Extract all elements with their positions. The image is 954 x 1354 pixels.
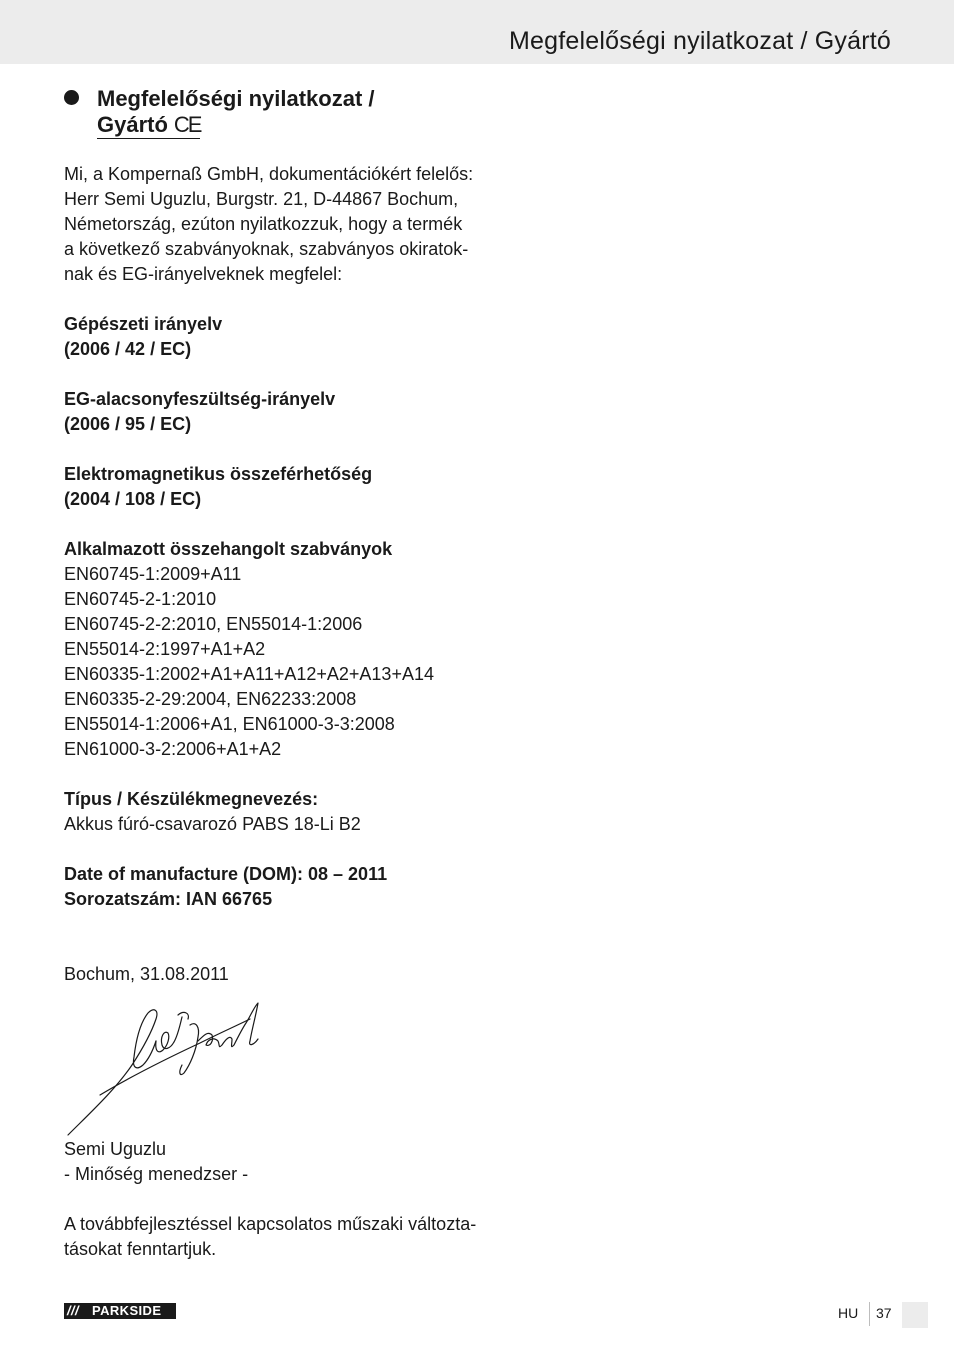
note-paragraph (64, 1212, 484, 1262)
serial-number: Sorozatszám: IAN 66765 (64, 889, 273, 909)
directive-name: Elektromagnetikus összeférhetőség (64, 464, 373, 484)
directive-machinery (64, 312, 484, 362)
signer-block (64, 1137, 484, 1187)
standard-item: EN60335-2-29:2004, EN62233:2008 (64, 689, 357, 709)
signature-image (60, 995, 270, 1140)
section-title-gyarto: Gyártó (97, 112, 168, 137)
parkside-logo (64, 1303, 176, 1319)
product-label: Típus / Készülékmegnevezés: (64, 789, 319, 809)
footer-divider (869, 1302, 870, 1326)
standards-heading: Alkalmazott összehangolt szabványok (64, 539, 393, 559)
directive-name: EG-alacsonyfeszültség-irányelv (64, 389, 336, 409)
page-number: 37 (876, 1305, 892, 1321)
logo-stripes-icon: /// (67, 1303, 80, 1318)
product-value: Akkus fúró-csavarozó PABS 18-Li B2 (64, 814, 361, 834)
intro-line: Mi, a Kompernaß GmbH, dokumentációkért felelős: (64, 164, 474, 184)
bullet-icon (64, 90, 79, 105)
note-line: tásokat fenntartjuk. (64, 1239, 217, 1259)
standard-item: EN60335-1:2002+A1+A11+A12+A2+A13+A14 (64, 664, 434, 684)
language-code: HU (838, 1305, 859, 1321)
header-band (0, 0, 954, 64)
footer-tab-marker (902, 1302, 928, 1328)
manufacture-date: Date of manufacture (DOM): 08 – 2011 (64, 864, 388, 884)
page-header-title: Megfelelőségi nyilatkozat / Gyártó (509, 27, 891, 55)
intro-paragraph (64, 162, 484, 287)
section-title-line1: Megfelelőségi nyilatkozat / (97, 86, 375, 111)
standard-item: EN60745-1:2009+A11 (64, 564, 242, 584)
directive-low-voltage (64, 387, 484, 437)
note-line: A továbbfejlesztéssel kapcsolatos műszaki változta- (64, 1214, 477, 1234)
intro-line: Herr Semi Uguzlu, Burgstr. 21, D-44867 Bochum, (64, 189, 459, 209)
place-date: Bochum, 31.08.2011 (64, 964, 229, 984)
directive-code: (2006 / 95 / EC) (64, 414, 192, 434)
intro-line: Németország, ezúton nyilatkozzuk, hogy a termék (64, 214, 463, 234)
standard-item: EN60745-2-2:2010, EN55014-1:2006 (64, 614, 363, 634)
section-title-line2 (97, 112, 200, 139)
manufacture-info (64, 862, 484, 912)
standard-item: EN60745-2-1:2010 (64, 589, 217, 609)
logo-brand-name: PARKSIDE (92, 1303, 162, 1318)
intro-line: a következő szabványoknak, szabványos okiratok- (64, 239, 469, 259)
standard-item: EN55014-1:2006+A1, EN61000-3-3:2008 (64, 714, 395, 734)
standards-list (64, 537, 484, 762)
product-info (64, 787, 484, 837)
directive-code: (2006 / 42 / EC) (64, 339, 192, 359)
standard-item: EN55014-2:1997+A1+A2 (64, 639, 266, 659)
ce-mark-icon: CE (173, 112, 201, 137)
directive-code: (2004 / 108 / EC) (64, 489, 202, 509)
standard-item: EN61000-3-2:2006+A1+A2 (64, 739, 282, 759)
directive-emc (64, 462, 484, 512)
signer-role: - Minőség menedzser - (64, 1164, 249, 1184)
directive-name: Gépészeti irányelv (64, 314, 223, 334)
section-title (97, 86, 375, 139)
intro-line: nak és EG-irányelveknek megfelel: (64, 264, 343, 284)
signer-name: Semi Uguzlu (64, 1139, 167, 1159)
